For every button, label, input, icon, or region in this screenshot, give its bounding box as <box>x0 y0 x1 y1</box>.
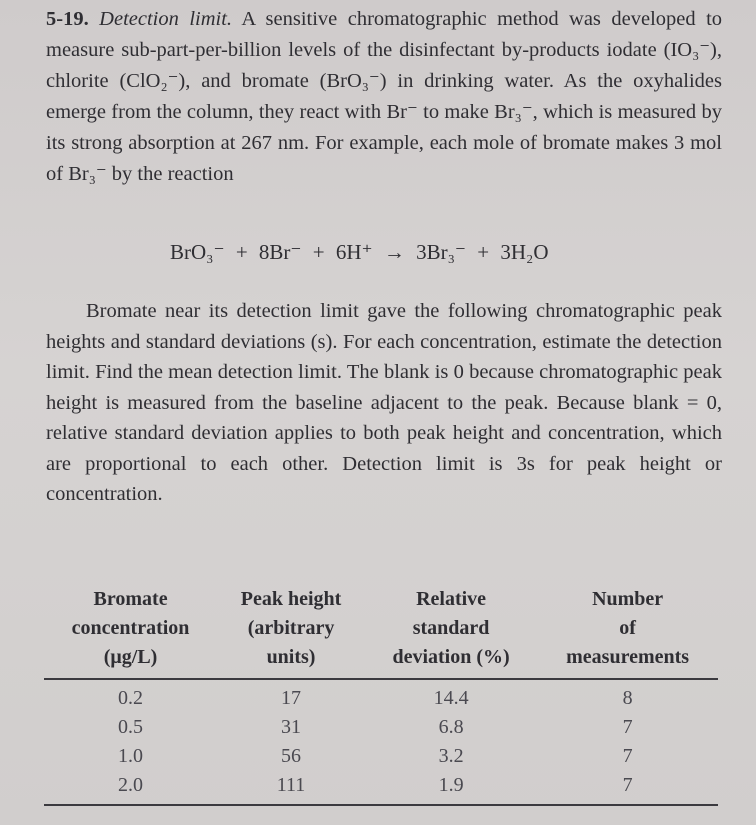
table-row <box>44 742 718 771</box>
col-header-measurements: Number of measurements <box>537 585 718 679</box>
problem-title: Detection limit. <box>99 8 233 30</box>
cell-concentration: 0.2 <box>118 687 144 709</box>
eq-product-tribromide: 3Br₃⁻ <box>416 240 467 264</box>
table-row <box>44 713 718 742</box>
eq-plus: + <box>477 240 490 264</box>
col-header-concentration: Bromate concentration (μg/L) <box>44 585 217 679</box>
eq-plus: + <box>312 240 325 264</box>
col-header-peak-height: Peak height (arbitrary units) <box>217 585 365 679</box>
reaction-equation <box>170 240 555 265</box>
cell-rsd: 1.9 <box>365 771 537 805</box>
cell-peak-height: 31 <box>281 716 302 738</box>
problem-paragraph-2 <box>46 296 722 510</box>
table-row <box>44 679 718 713</box>
eq-reactant-hydrogen: 6H⁺ <box>335 240 373 264</box>
eq-reactant-bromide: 8Br⁻ <box>258 240 302 264</box>
cell-concentration: 0.5 <box>118 716 144 738</box>
table-row <box>44 771 718 805</box>
eq-arrow: → <box>383 240 405 264</box>
paragraph-text: Bromate near its detection limit gave the following chromatographic peak heights and standard deviations (s). For each concentration, estimate the detection limit. Find the mean detection limit. The blank is 0 because chromatographic peak height is measured from the baseline adjacent to the peak. Because blank = 0, relative standard deviation applies to both peak height and concentration, which are proportional to each other. Detection limit is 3s for peak height or concentration. <box>46 300 722 505</box>
cell-measurements: 7 <box>622 745 633 767</box>
problem-intro: A sensitive chromatographic method was developed to measure sub-part-per-billion levels of the disinfectant by-products iodate (IO₃⁻), chlorite (ClO₂⁻), and bromate (BrO₃⁻) in drinking water. As the oxyhalides emerge from the column, they react with Br⁻ to make Br₃⁻, which is measured by its strong absorption at 267 nm. For example, each mole of bromate makes 3 mol of Br₃⁻ by the reaction <box>46 8 723 185</box>
table-header-row <box>44 585 718 679</box>
eq-plus: + <box>235 240 248 264</box>
cell-measurements: 7 <box>537 771 718 805</box>
cell-concentration: 1.0 <box>118 745 144 767</box>
cell-rsd: 14.4 <box>433 687 469 709</box>
eq-product-water: 3H₂O <box>500 240 549 264</box>
cell-rsd: 6.8 <box>438 716 464 738</box>
problem-text <box>46 4 722 190</box>
cell-measurements: 8 <box>622 687 633 709</box>
eq-reactant-bromate: BrO₃⁻ <box>170 240 225 264</box>
cell-peak-height: 56 <box>281 745 302 767</box>
cell-peak-height: 17 <box>281 687 302 709</box>
cell-concentration: 2.0 <box>44 771 217 805</box>
cell-rsd: 3.2 <box>438 745 464 767</box>
problem-number: 5-19. <box>46 8 89 30</box>
data-table <box>44 585 718 806</box>
cell-peak-height: 111 <box>217 771 365 805</box>
cell-measurements: 7 <box>622 716 633 738</box>
col-header-rsd: Relative standard deviation (%) <box>365 585 537 679</box>
